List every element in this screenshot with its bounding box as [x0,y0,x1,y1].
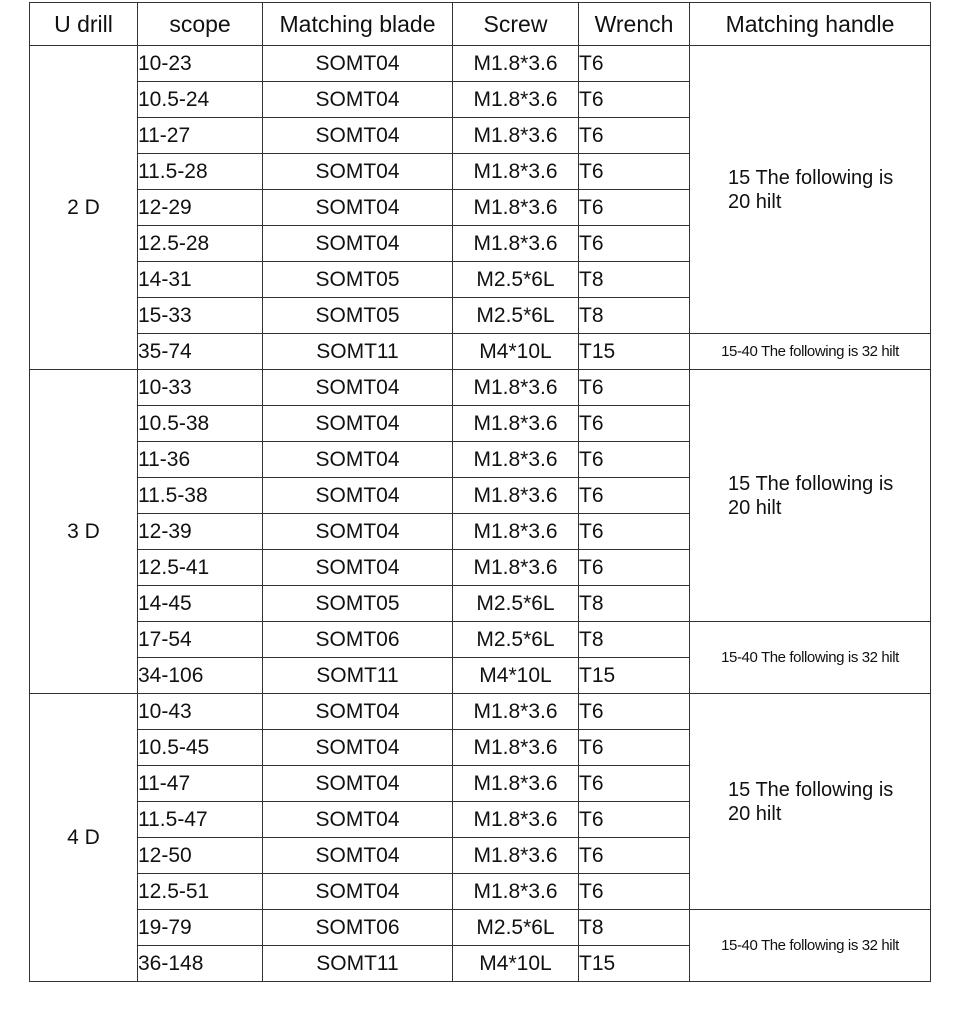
handle-text: 15-40 The following is 32 hilt [721,649,899,666]
blade-cell: SOMT05 [263,298,453,334]
wrench-cell: T6 [579,514,690,550]
blade-cell: SOMT04 [263,766,453,802]
scope-cell: 10-43 [138,694,263,730]
wrench-cell: T6 [579,442,690,478]
handle-cell [690,46,931,334]
wrench-cell: T6 [579,766,690,802]
blade-cell: SOMT04 [263,154,453,190]
header-row [30,3,931,46]
screw-cell: M4*10L [453,334,579,370]
screw-cell: M1.8*3.6 [453,874,579,910]
wrench-cell: T15 [579,658,690,694]
scope-cell: 11.5-28 [138,154,263,190]
screw-cell: M1.8*3.6 [453,550,579,586]
screw-cell: M1.8*3.6 [453,514,579,550]
blade-cell: SOMT05 [263,262,453,298]
screw-cell: M2.5*6L [453,262,579,298]
header-matching-blade: Matching blade [263,3,453,46]
scope-cell: 12.5-41 [138,550,263,586]
scope-cell: 10-33 [138,370,263,406]
table-row [30,370,931,406]
handle-cell [690,694,931,910]
wrench-cell: T8 [579,586,690,622]
scope-cell: 10.5-24 [138,82,263,118]
wrench-cell: T6 [579,118,690,154]
blade-cell: SOMT04 [263,82,453,118]
wrench-cell: T6 [579,190,690,226]
wrench-cell: T6 [579,46,690,82]
scope-cell: 14-31 [138,262,263,298]
header-u-drill: U drill [30,3,138,46]
table-row [30,622,931,658]
scope-cell: 10.5-38 [138,406,263,442]
scope-cell: 14-45 [138,586,263,622]
screw-cell: M1.8*3.6 [453,154,579,190]
header-scope: scope [138,3,263,46]
blade-cell: SOMT05 [263,586,453,622]
screw-cell: M1.8*3.6 [453,370,579,406]
scope-cell: 10.5-45 [138,730,263,766]
header-screw: Screw [453,3,579,46]
table-row [30,334,931,370]
blade-cell: SOMT04 [263,478,453,514]
header-wrench: Wrench [579,3,690,46]
group-label-2d: 2 D [30,46,138,370]
screw-cell: M2.5*6L [453,622,579,658]
header-matching-handle: Matching handle [690,3,931,46]
blade-cell: SOMT11 [263,658,453,694]
blade-cell: SOMT04 [263,550,453,586]
handle-cell [690,334,931,370]
wrench-cell: T6 [579,802,690,838]
screw-cell: M1.8*3.6 [453,730,579,766]
scope-cell: 35-74 [138,334,263,370]
scope-cell: 17-54 [138,622,263,658]
handle-cell [690,622,931,694]
scope-cell: 11.5-47 [138,802,263,838]
wrench-cell: T6 [579,406,690,442]
blade-cell: SOMT06 [263,910,453,946]
screw-cell: M1.8*3.6 [453,190,579,226]
blade-cell: SOMT11 [263,946,453,982]
group-label-3d: 3 D [30,370,138,694]
u-drill-spec-table [29,2,931,982]
blade-cell: SOMT11 [263,334,453,370]
screw-cell: M2.5*6L [453,298,579,334]
screw-cell: M1.8*3.6 [453,226,579,262]
blade-cell: SOMT04 [263,730,453,766]
blade-cell: SOMT04 [263,46,453,82]
blade-cell: SOMT04 [263,406,453,442]
wrench-cell: T6 [579,550,690,586]
scope-cell: 11-47 [138,766,263,802]
wrench-cell: T15 [579,946,690,982]
handle-text: 15-40 The following is 32 hilt [721,937,899,954]
wrench-cell: T8 [579,910,690,946]
blade-cell: SOMT04 [263,118,453,154]
screw-cell: M1.8*3.6 [453,478,579,514]
screw-cell: M1.8*3.6 [453,694,579,730]
handle-text: 15-40 The following is 32 hilt [721,343,899,360]
blade-cell: SOMT04 [263,514,453,550]
wrench-cell: T6 [579,226,690,262]
handle-text: 15 The following is 20 hilt [728,166,894,213]
screw-cell: M1.8*3.6 [453,802,579,838]
blade-cell: SOMT04 [263,190,453,226]
screw-cell: M2.5*6L [453,586,579,622]
wrench-cell: T6 [579,874,690,910]
screw-cell: M1.8*3.6 [453,838,579,874]
wrench-cell: T6 [579,82,690,118]
blade-cell: SOMT04 [263,694,453,730]
scope-cell: 12-29 [138,190,263,226]
wrench-cell: T8 [579,262,690,298]
wrench-cell: T6 [579,478,690,514]
scope-cell: 36-148 [138,946,263,982]
scope-cell: 11.5-38 [138,478,263,514]
wrench-cell: T8 [579,298,690,334]
table-row [30,46,931,82]
handle-text: 15 The following is 20 hilt [728,472,894,519]
scope-cell: 12.5-28 [138,226,263,262]
blade-cell: SOMT04 [263,226,453,262]
group-label-4d: 4 D [30,694,138,982]
scope-cell: 10-23 [138,46,263,82]
blade-cell: SOMT04 [263,802,453,838]
wrench-cell: T6 [579,838,690,874]
table-row [30,910,931,946]
wrench-cell: T6 [579,370,690,406]
screw-cell: M1.8*3.6 [453,82,579,118]
scope-cell: 11-27 [138,118,263,154]
scope-cell: 12.5-51 [138,874,263,910]
scope-cell: 12-50 [138,838,263,874]
handle-cell [690,370,931,622]
wrench-cell: T6 [579,694,690,730]
wrench-cell: T6 [579,154,690,190]
screw-cell: M1.8*3.6 [453,442,579,478]
blade-cell: SOMT04 [263,874,453,910]
screw-cell: M4*10L [453,658,579,694]
screw-cell: M1.8*3.6 [453,766,579,802]
wrench-cell: T8 [579,622,690,658]
handle-cell [690,910,931,982]
handle-text: 15 The following is 20 hilt [728,778,894,825]
screw-cell: M1.8*3.6 [453,118,579,154]
wrench-cell: T6 [579,730,690,766]
scope-cell: 19-79 [138,910,263,946]
scope-cell: 15-33 [138,298,263,334]
screw-cell: M2.5*6L [453,910,579,946]
scope-cell: 34-106 [138,658,263,694]
scope-cell: 11-36 [138,442,263,478]
scope-cell: 12-39 [138,514,263,550]
table-row [30,694,931,730]
screw-cell: M1.8*3.6 [453,46,579,82]
screw-cell: M1.8*3.6 [453,406,579,442]
wrench-cell: T15 [579,334,690,370]
screw-cell: M4*10L [453,946,579,982]
blade-cell: SOMT04 [263,442,453,478]
blade-cell: SOMT04 [263,838,453,874]
blade-cell: SOMT06 [263,622,453,658]
blade-cell: SOMT04 [263,370,453,406]
